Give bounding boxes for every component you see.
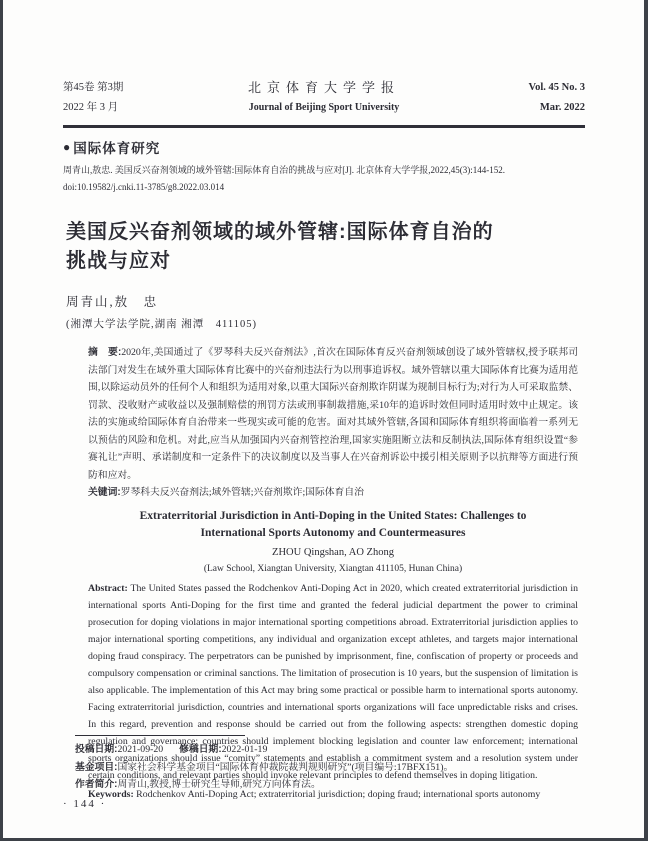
keywords-text-en: Rodchenkov Anti-Doping Act; extraterritorial jurisdiction; doping fraud; international sports autonomy [133,788,541,800]
abstract-text-zh: 2020年,美国通过了《罗琴科夫反兴奋剂法》,首次在国际体育反兴奋剂领域创设了域外管辖权,授予联邦司法部门对发生在域外重大国际体育比赛中的兴奋剂违法行为以刑事追诉权。域外管辖以重大国际体育比赛为适用范围,以除运动员外的任何个人和组织为适用对象,以重大国际兴奋剂欺诈阴谋为规制目标行为;对行为人可采取监禁、罚款、没收财产或收益以及强制赔偿的刑罚方法或刑事制裁措施,采10年的追诉时效但同时适用时效中止规定。该法的实施或给国际体育自治带来一些现实或可能的危害。面对其域外管辖,各国和国际体育组织将面临着一系列无以预估的风险和危机。对此,应当从加强国内兴奋剂管控治理,国家实施阻断立法和反制执法,国际体育组织设置“参赛礼让”声明、承诺制度和一定条件下的决议制度以及当事人在兴奋剂诉讼中援引相关原则予以抗辩等方面进行预防和应对。 [88,347,578,481]
header-divider-rule [63,125,585,128]
section-heading-label: 国际体育研究 [73,141,161,156]
author-bio-text: 周青山,教授,博士研究生导师,研究方向体育法。 [117,779,321,790]
author-bio-label: 作者简介: [75,779,118,790]
volume-issue-zh: 第45卷 第3期 [63,82,124,93]
abstract-text-en: The United States passed the Rodchenkov Anti-Doping Act in 2020, which created extraterritorial jurisdiction in international sports Anti-Doping for the first time and granted the federal judicial department the power to criminal prosecution for doping violations in major international sporting competitions abroad. Extraterritorial jurisdiction applies to major international sporting competitions, any individual and organization except athletes, and targets major international doping fraud conspiracy. The perpetrators can be punished by imprisonment, fine, confiscation of property or proceeds and compulsory compensation or criminal sanctions. The limitation of prosecution is 10 years, but the suspension of limitation is also applicable. The implementation of this Act may bring some practical or possible harm to international sports autonomy. Facing extraterritorial jurisdiction, countries and international sports organizations will face unpredictable risks and crises. In this regard, prevention and response should be carried out from the following aspects: strengthen domestic doping regulation and governance; countries should implement blocking legislation and counter law enforcement; international sports organizations should issue “comity” statements and establish a commitment system and a resolution system under certain conditions, and relevant parties should invoke relevant principles to defend themselves in doping litigation. [88,582,578,781]
abstract-block [88,344,578,803]
header-volume-issue-en [455,78,585,118]
section-bullet-icon: ● [63,140,72,154]
fund-text: 国家社会科学基金项目“国际体育仲裁院裁判规则研究”(项目编号:17BFX151)。 [117,761,454,773]
paper-title-line2: 挑战与应对 [66,250,171,272]
abstract-label-en: Abstract: [88,582,128,594]
page-number: · 144 · [63,798,107,810]
received-date-label: 投稿日期: [75,744,118,755]
citation-text: 周青山,敖忠. 美国反兴奋剂领域的域外管辖:国际体育自治的挑战与应对[J]. 北京体育大学学报,2022,45(3):144-152. [63,165,505,175]
footnote-bio [75,776,585,794]
abstract-zh [88,344,578,484]
paper-title-line1: 美国反兴奋剂领域的域外管辖:国际体育自治的 [66,221,494,243]
authors-zh: 周青山,敖 忠 [66,295,159,309]
footnote-fund [75,759,585,777]
paper-title-en-line2: International Sports Autonomy and Countermeasures [200,527,466,539]
paper-title-en [88,508,578,543]
volume-issue-en: Vol. 45 No. 3 [528,82,585,93]
scan-edge-right [644,0,648,841]
keywords-text-zh: 罗琴科夫反兴奋剂法;域外管辖;兴奋剂欺诈;国际体育自治 [120,487,364,498]
received-date: 2021-09-20 [117,744,164,755]
scan-edge-left [0,0,3,841]
date-en: Mar. 2022 [539,102,585,113]
journal-header [63,78,585,118]
citation-doi: doi:10.19582/j.cnki.11-3785/g8.2022.03.014 [63,182,225,192]
citation-block [63,162,585,196]
fund-label: 基金项目: [75,761,118,773]
paper-title [66,218,585,276]
affiliation-zh: (湘潭大学法学院,湖南 湘潭 411105) [66,319,257,330]
keywords-label-zh: 关键词: [88,487,121,498]
abstract-label-zh: 摘 要: [88,347,122,358]
journal-name-block [193,78,455,118]
journal-name-en: Journal of Beijing Sport University [248,102,400,113]
footnote-block [63,735,585,794]
authors-en: ZHOU Qingshan, AO Zhong [272,546,394,558]
keywords-zh [88,484,578,502]
paper-title-en-line1: Extraterritorial Jurisdiction in Anti-Doping in the United States: Challenges to [139,509,527,522]
date-zh: 2022 年 3 月 [63,102,119,113]
header-volume-issue-zh [63,78,193,118]
revised-date: 2022-01-19 [221,744,268,755]
revised-date-label: 修稿日期: [179,744,222,755]
journal-name-zh: 北京体育大学学报 [247,80,400,95]
footnote-dates [75,741,585,759]
keywords-label-en: Keywords: [88,788,134,800]
section-heading [63,137,585,157]
affiliation-en: (Law School, Xiangtan University, Xiangtan 411105, Hunan China) [203,563,463,574]
page-content [63,78,585,803]
footnote-divider-rule [75,735,245,736]
